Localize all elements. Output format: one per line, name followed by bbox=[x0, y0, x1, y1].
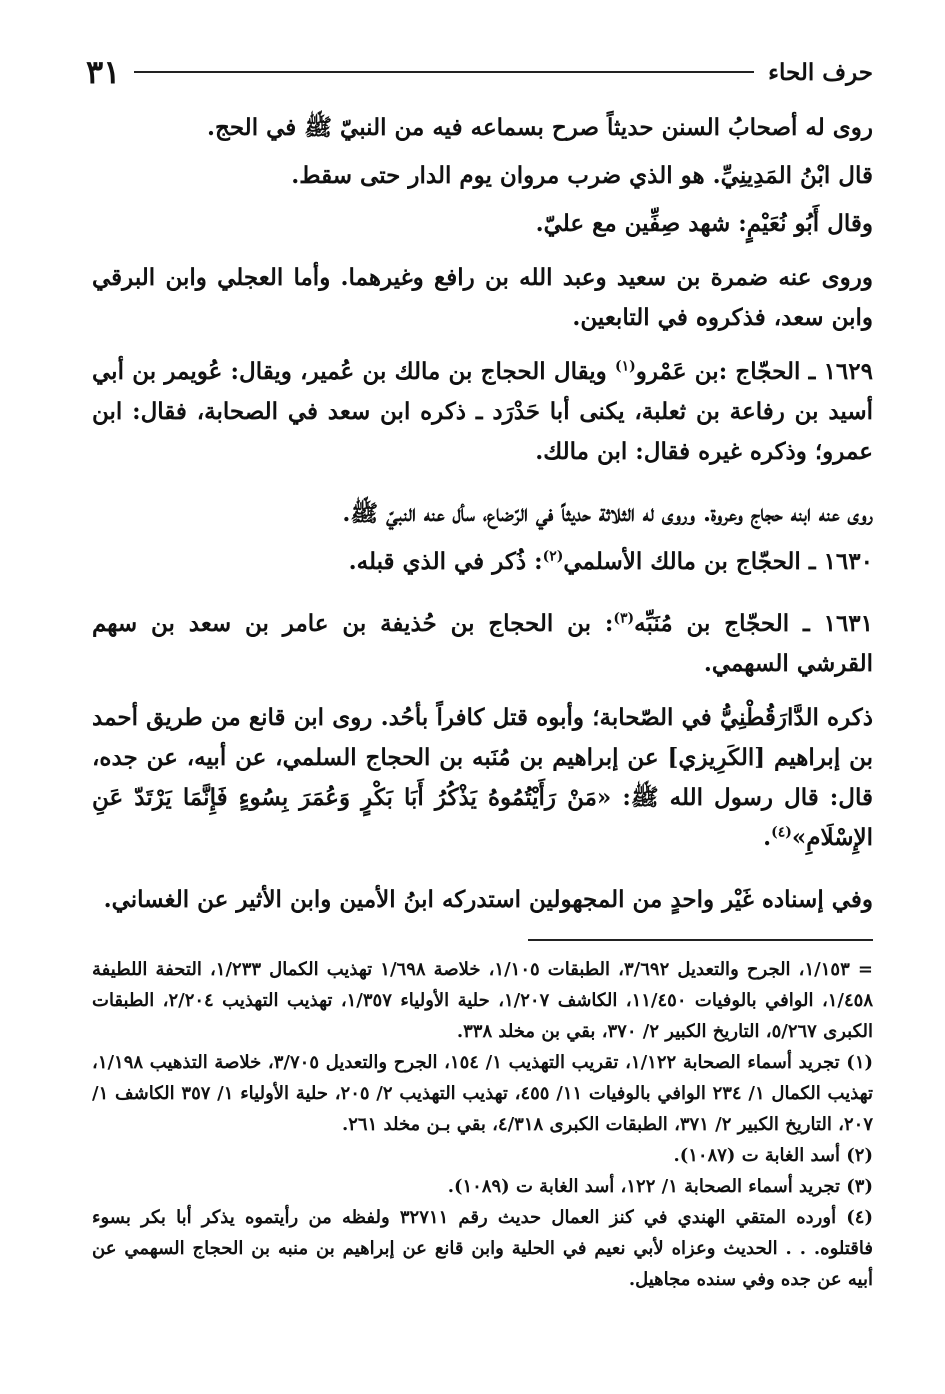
footnote-separator bbox=[528, 939, 873, 941]
entry-1630 bbox=[92, 542, 873, 582]
paragraph-narrators: وروى عنه ضمرة بن سعيد وعبد الله بن رافع وغيرهما. وأما العجلي وابن البرقي وابن سعد، فذكروه في التابعين. bbox=[92, 264, 873, 331]
header-rule bbox=[134, 71, 754, 73]
footnote-4 bbox=[92, 1202, 873, 1295]
paragraph-daraqutni bbox=[92, 698, 873, 858]
paragraph-hajjaj-urwa: روى عنه ابنه حجاج وعروة. وروى له الثلاثة حديثاً في الرّضاع، سأل عنه النبيّ ﷺ. bbox=[342, 500, 873, 527]
paragraph-daraqutni-text: ذكره الدَّارَقُطْنِيُّ في الصّحابة؛ وأبوه قتل كافراً بأحُد. روى ابن قانع من طريق أحمد بن إبراهيم [الكَرِيزي] عن إبراهيم بن مُنَبه بن الحجاج السلمي، عن أبيه، عن جده، قال: قال رسول الله ﷺ: «مَنْ رَأَيْتُمُوهُ يَذْكُرُ أَبَا بَكْرٍ وَعُمَرَ بِسُوءٍ فَإِنَّمَا يَرْتَدّ عَنِ الإِسْلَامِ» bbox=[92, 704, 873, 851]
paragraph-isnad: وفي إسناده غَيْر واحدٍ من المجهولين استدركه ابنُ الأمين وابن الأثير عن الغساني. bbox=[103, 886, 873, 913]
footnote-4-text: (٤) أورده المتقي الهندي في كنز العمال حديث رقم ٣٢٧١١ ولفظه من رأيتموه يذكر أبا بكر بسوء فاقتلوه. . . الحديث وعزاه لأبي نعيم في الحلية وابن قانع عن إبراهيم بن منبه بن الحجاج السهمي عن أبيه bbox=[92, 1207, 873, 1290]
paragraph-sunan: روى له أصحابُ السنن حديثاً صرح بسماعه فيه من النبيّ ﷺ في الحج. bbox=[206, 114, 873, 141]
footnote-2: (٢) أسد الغابة ت (١٠٨٧). bbox=[673, 1145, 873, 1166]
entry-1629-text-a: :بن عَمْرو bbox=[635, 358, 728, 385]
page-number: ٣١ bbox=[86, 53, 121, 91]
entry-1629 bbox=[92, 352, 873, 472]
footnote-3: (٣) تجريد أسماء الصحابة ١/ ١٢٢، أسد الغابة ت (١٠٨٩). bbox=[447, 1176, 873, 1197]
entry-1629-heading: ١٦٢٩ ـ الحجّاج bbox=[735, 358, 873, 385]
paragraph-daraqutni-end: . bbox=[763, 824, 772, 851]
entry-1631-heading: ١٦٣١ ـ الحجّاج بن مُنَبِّه bbox=[634, 610, 874, 637]
running-title: حرف الحاء bbox=[768, 58, 873, 86]
footnote-1: (١) تجريد أسماء الصحابة ١/١٢٢، تقريب التهذيب ١/ ١٥٤، الجرح والتعديل ٣/٧٠٥، خلاصة التذهيب ١/١٩٨، تهذيب الكمال ١/ ٢٣٤ الوافي بالوفيات ١١/ ٤٥٥، تهذيب التهذيب ٢/ ٢٠٥، حلية الأولياء ١/ ٣٥٧ الكاشف ١/ ٢٠٧، التاريخ الكبير ٢/ ٣٧١، الطبقات الكبرى ٤/٣١٨، بقي بـن مخلد ٢٦١. bbox=[92, 1052, 874, 1135]
footnotes bbox=[92, 954, 873, 1295]
footnote-ref-1[interactable]: (١) bbox=[614, 358, 636, 375]
main-text bbox=[92, 108, 873, 920]
entry-1631 bbox=[92, 604, 873, 684]
entry-1630-heading: ١٦٣٠ ـ الحجّاج بن مالك الأسلمي bbox=[563, 548, 873, 575]
entry-1630-text: : ذُكر في الذي قبله. bbox=[348, 548, 543, 575]
paragraph-ibn-madini: قال ابْنُ المَدِينِيِّ. هو الذي ضرب مروان يوم الدار حتى سقط. bbox=[291, 162, 873, 189]
footnote-continued: = ١/١٥٣، الجرح والتعديل ٣/٦٩٢، الطبقات ١/١٠٥، خلاصة ١/٦٩٨ تهذيب الكمال ١/٢٣٣، التحفة اللطيفة ١/٤٥٨، الوافي بالوفيات ١١/٤٥٠، الكاشف ١/٢٠٧، حلية الأولياء ١/٣٥٧، تهذيب التهذيب ٢/٢٠٤، الطبقات الكبرى ٥/٢٦٧، التاريخ الكبير ٢/ ٣٧٠، بقي بن مخلد ٣٣٨. bbox=[92, 959, 874, 1042]
entry-1629-text-b: ويقال الحجاج بن مالك بن عُمير، ويقال: عُويمر بن أبي أسيد بن رفاعة بن ثعلبة، يكنى أبا حَدْرَد ـ ذكره ابن سعد في الصحابة، فقال: ابن عمرو؛ وذكره غيره فقال: ابن مالك. bbox=[92, 358, 873, 465]
footnote-ref-2[interactable]: (٢) bbox=[542, 548, 564, 565]
paragraph-abu-nuaym: وقال أَبُو نُعَيْمٍ: شهد صِفِّين مع عليّ. bbox=[535, 210, 873, 237]
entry-1631-text: : بن الحجاج بن حُذيفة بن عامر بن سعد بن سهم القرشي السهمي. bbox=[92, 610, 873, 677]
page-header bbox=[86, 52, 873, 92]
footnote-4-end: عن جده وفي سنده مجاهيل. bbox=[628, 1269, 842, 1290]
footnote-ref-3[interactable]: (٣) bbox=[613, 610, 635, 627]
footnote-ref-4[interactable]: (٤) bbox=[771, 824, 792, 841]
